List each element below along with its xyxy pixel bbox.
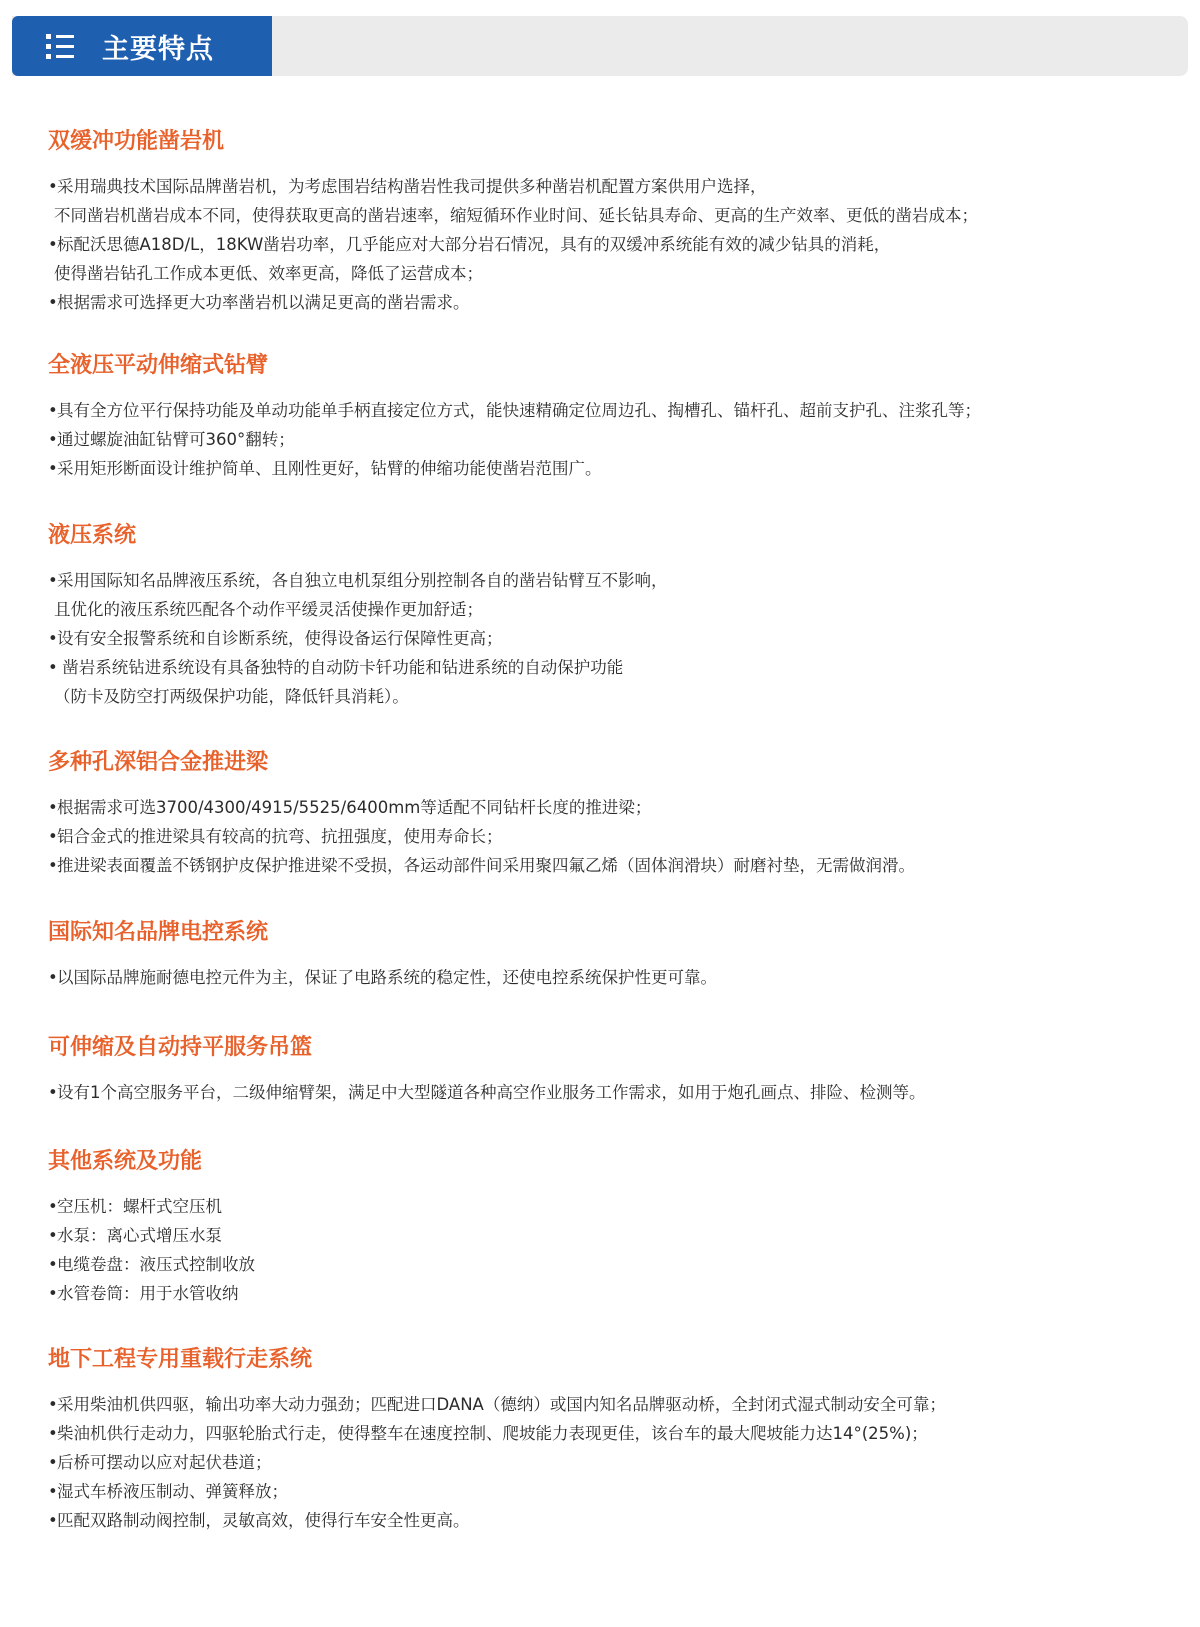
list-item: •设有安全报警系统和自诊断系统，使得设备运行保障性更高； [48,629,503,648]
list-item: •采用瑞典技术国际品牌凿岩机，为考虑围岩结构凿岩性我司提供多种凿岩机配置方案供用户选择， [48,177,767,196]
section-travel-system [48,1346,946,1535]
list-item: •通过螺旋油缸钻臂可360°翻转； [48,430,295,449]
list-item: • 凿岩系统钻进系统设有具备独特的自动防卡钎功能和钻进系统的自动保护功能 [48,658,624,677]
section-list [48,396,981,483]
section-list [48,172,978,317]
section-title: 可伸缩及自动持平服务吊篮 [48,1035,313,1060]
list-item: •采用柴油机供四驱，输出功率大动力强劲；匹配进口DANA（德纳）或国内知名品牌驱动桥，全封闭式湿式制动安全可靠； [48,1395,946,1414]
page-title: 主要特点 [102,33,214,65]
list-item: •具有全方位平行保持功能及单动功能单手柄直接定位方式，能快速精确定位周边孔、掏槽孔、锚杆孔、超前支护孔、注浆孔等； [48,401,981,420]
list-item: •铝合金式的推进梁具有较高的抗弯、抗扭强度，使用寿命长； [48,827,503,846]
list-item: （防卡及防空打两级保护功能，降低钎具消耗）。 [54,687,409,706]
list-item: •以国际品牌施耐德电控元件为主，保证了电路系统的稳定性，还使电控系统保护性更可靠。 [48,968,717,987]
list-item: •柴油机供行走动力，四驱轮胎式行走，使得整车在速度控制、爬坡能力表现更佳，该台车的最大爬坡能力达14°(25%)； [48,1424,928,1443]
section-feed-beam [48,749,915,880]
list-item: •设有1个高空服务平台，二级伸缩臂架，满足中大型隧道各种高空作业服务工作需求，如用于炮孔画点、排险、检测等。 [48,1083,926,1102]
section-title: 液压系统 [48,523,137,548]
section-drifter [48,128,978,317]
list-item: 使得凿岩钻孔工作成本更低、效率更高，降低了运营成本； [54,264,483,283]
section-electric-control [48,919,717,992]
section-list [48,793,915,880]
section-hydraulic [48,522,668,711]
section-title: 地下工程专用重载行走系统 [48,1347,313,1372]
list-item: •采用国际知名品牌液压系统，各自独立电机泵组分别控制各自的凿岩钻臂互不影响， [48,571,668,590]
section-title: 多种孔深铝合金推进梁 [48,750,269,775]
section-boom [48,352,981,483]
section-list [48,1078,926,1107]
section-list [48,963,717,992]
section-list [48,566,668,711]
section-title: 其他系统及功能 [48,1149,203,1174]
section-title: 全液压平动伸缩式钻臂 [48,353,269,378]
section-title: 国际知名品牌电控系统 [48,920,269,945]
list-item: •标配沃思德A18D/L，18KW凿岩功率，几乎能应对大部分岩石情况，具有的双缓冲系统能有效的减少钻具的消耗， [48,235,891,254]
section-list [48,1192,255,1308]
list-item: •采用矩形断面设计维护简单、且刚性更好，钻臂的伸缩功能使凿岩范围广。 [48,459,602,478]
section-other-systems [48,1148,255,1308]
section-service-basket [48,1034,926,1107]
list-item: •后桥可摆动以应对起伏巷道； [48,1453,272,1472]
list-item: •根据需求可选择更大功率凿岩机以满足更高的凿岩需求。 [48,293,470,312]
list-item: •湿式车桥液压制动、弹簧释放； [48,1482,288,1501]
list-item: •推进梁表面覆盖不锈钢护皮保护推进梁不受损，各运动部件间采用聚四氟乙烯（固体润滑块）耐磨衬垫，无需做润滑。 [48,856,915,875]
list-item: •匹配双路制动阀控制，灵敏高效，使得行车安全性更高。 [48,1511,470,1530]
list-item: •水管卷筒：用于水管收纳 [48,1284,239,1303]
list-item: •电缆卷盘：液压式控制收放 [48,1255,255,1274]
section-title: 双缓冲功能凿岩机 [48,129,225,154]
list-item: •水泵：离心式增压水泵 [48,1226,222,1245]
section-list [48,1390,946,1535]
list-item: •根据需求可选3700/4300/4915/5525/6400mm等适配不同钻杆长度的推进梁； [48,798,652,817]
list-item: 不同凿岩机凿岩成本不同，使得获取更高的凿岩速率，缩短循环作业时间、延长钻具寿命、更高的生产效率、更低的凿岩成本； [54,206,978,225]
list-item: 且优化的液压系统匹配各个动作平缓灵活使操作更加舒适； [54,600,483,619]
list-item: •空压机：螺杆式空压机 [48,1197,222,1216]
header-tab [12,16,272,76]
menu-list-icon [46,33,76,59]
